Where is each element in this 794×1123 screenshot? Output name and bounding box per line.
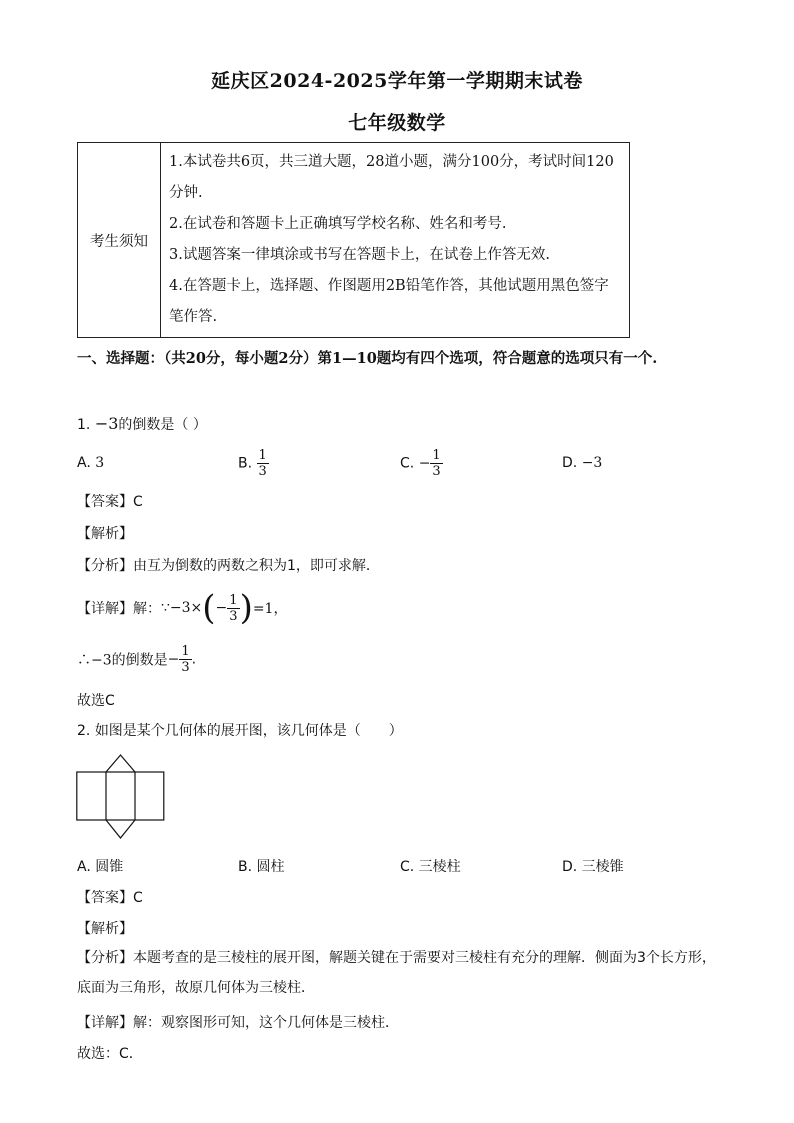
q1-option-b[interactable] [238, 448, 269, 479]
fraction [257, 448, 269, 479]
q2-options [77, 856, 717, 876]
minus-sign: − [418, 455, 431, 472]
q2-jiexi: 【解析】 [77, 921, 133, 937]
notice-item: 4.在答题卡上，选择题、作图题用2B铅笔作答，其他试题用黑色签字笔作答. [169, 278, 609, 325]
net-bottom-triangle [106, 820, 135, 838]
left-paren: ( [202, 588, 216, 628]
q2-text: 如图是某个几何体的展开图，该几何体是（ ） [94, 723, 403, 739]
q2-choose: 故选：C． [77, 1046, 143, 1062]
option-label: A. [77, 455, 91, 471]
notice-content [161, 143, 630, 338]
analysis-tag: 【分析】 [77, 558, 133, 574]
q2-stem [77, 720, 403, 740]
detail-text: 解：观察图形可知，这个几何体是三棱柱． [133, 1015, 399, 1031]
notice-label: 考生须知 [78, 143, 161, 338]
net-rect-outer [77, 772, 164, 820]
analysis-tag: 【分析】 [77, 950, 133, 966]
analysis-text: 由互为倒数的两数之积为1，即可求解． [133, 558, 380, 574]
q2-analysis [77, 943, 717, 1003]
because-expr: ∵−3× [161, 600, 203, 616]
q2-detail [77, 1012, 399, 1032]
q1-answer [77, 491, 143, 511]
q2-option-d[interactable]: D. 三棱锥 [562, 859, 624, 875]
q1-detail [77, 588, 287, 632]
q1-value: −3 [94, 414, 119, 433]
therefore-expr: ∴−3的倒数是 [77, 652, 168, 669]
option-label: B. [238, 455, 253, 472]
q2-option-a[interactable]: A. 圆锥 [77, 859, 124, 875]
q1-option-d[interactable] [562, 455, 602, 471]
q1-option-a[interactable] [77, 455, 104, 471]
denominator: 3 [229, 608, 238, 624]
answer-value: C [133, 890, 143, 906]
option-value: −3 [581, 455, 603, 471]
option-value: 3 [95, 455, 105, 471]
q1-options [77, 448, 717, 484]
q1-jiexi: 【解析】 [77, 526, 133, 542]
fraction [179, 644, 191, 675]
q1-conclusion [77, 644, 196, 684]
detail-tag: 【详解】 [77, 1015, 133, 1031]
q1-analysis [77, 555, 380, 575]
section-heading: 一、选择题：（共20分，每小题2分）第1—10题均有四个选项，符合题意的选项只有一个. [77, 350, 658, 367]
q2-option-c[interactable]: C. 三棱柱 [400, 859, 461, 875]
q1-choose: 故选C [77, 693, 115, 709]
q1-option-c[interactable] [400, 448, 443, 479]
notice-item: 2.在试卷和答题卡上正确填写学校名称、姓名和考号. [169, 216, 507, 232]
q2-answer [77, 887, 143, 907]
notice-table [77, 142, 630, 338]
fraction [430, 448, 442, 479]
equals-expr: =1， [252, 601, 288, 617]
q2-option-b[interactable]: B. 圆柱 [238, 859, 285, 875]
exam-title: 延庆区2024-2025学年第一学期期末试卷 [211, 70, 583, 92]
detail-tag: 【详解】 [77, 601, 133, 617]
q1-stem [77, 414, 207, 434]
denominator: 3 [181, 660, 190, 675]
denominator: 3 [258, 464, 267, 479]
notice-item: 1.本试卷共6页，共三道大题，28道小题，满分100分，考试时间120分钟. [169, 154, 614, 201]
minus-sign: − [215, 600, 228, 616]
q1-number: 1. [77, 417, 91, 433]
answer-tag: 【答案】 [77, 890, 133, 906]
analysis-text: 本题考查的是三棱柱的展开图，解题关键在于需要对三棱柱有充分的理解．侧面为3个长方形，底面为三角形，故原几何体为三棱柱． [77, 950, 716, 996]
option-label: D. [562, 455, 578, 471]
q2-number: 2. [77, 723, 91, 739]
detail-prefix: 解： [133, 601, 161, 617]
notice-item: 3.试题答案一律填涂或书写在答题卡上，在试卷上作答无效. [169, 247, 550, 263]
numerator: 1 [181, 644, 190, 659]
q1-text: 的倒数是（ ） [118, 417, 207, 433]
answer-value: C [133, 494, 143, 510]
answer-tag: 【答案】 [77, 494, 133, 510]
numerator: 1 [432, 448, 441, 463]
numerator: 1 [258, 448, 267, 463]
right-paren: ) [239, 588, 253, 628]
prism-net-figure [76, 754, 168, 840]
denominator: 3 [432, 464, 441, 479]
option-label: C. [400, 455, 415, 472]
exam-subtitle: 七年级数学 [348, 112, 446, 134]
numerator: 1 [229, 592, 238, 608]
period: . [191, 651, 197, 668]
minus-sign: − [167, 651, 180, 668]
fraction [227, 593, 239, 624]
net-top-triangle [106, 755, 135, 772]
